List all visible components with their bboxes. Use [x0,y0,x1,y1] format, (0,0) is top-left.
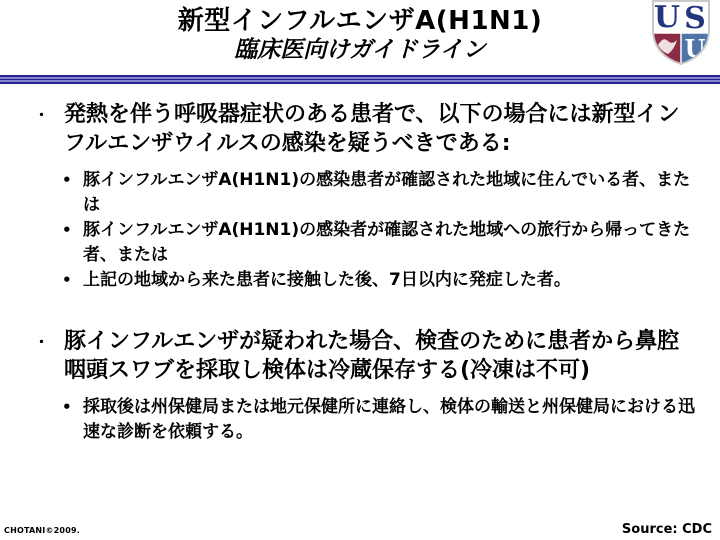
sub-bullet-1-1 [62,168,696,218]
sub-bullet-1-3 [62,268,696,293]
copyright-credit: CHOTANI©2009. [4,526,80,535]
title-divider-rule [0,75,720,84]
main-bullet-2-text: 豚インフルエンザが疑われた場合、検査のために患者から鼻腔咽頭スワブを採取し検体は冷蔵保存する(冷凍は不可) [64,329,680,383]
bullet-marker-level2: • [62,171,72,189]
title-block [0,6,720,64]
sub-bullet-2-1-text: 採取後は州保健局または地元保健所に連絡し、検体の輸送と州保健局における迅速な診断を依頼する。 [83,397,695,442]
sub-bullet-1-2-text: 豚インフルエンザA(H1N1)の感染者が確認された地域への旅行から帰ってきた者、または [83,220,691,265]
sub-bullet-1-3-text: 上記の地域から来た患者に接触した後、7日以内に発症した者。 [83,270,571,290]
sub-bullet-1-1-text: 豚インフルエンザA(H1N1)の感染患者が確認された地域に住んでいる者、または [83,170,691,215]
bullet-marker-level2: • [62,398,72,416]
bullet-marker-level2: • [62,271,72,289]
sub-bullet-list-1 [62,168,696,293]
sub-bullet-2-1 [62,395,696,445]
usu-shield-logo [650,0,712,66]
slide-body [28,100,696,445]
bullet-marker-level1: ・ [34,106,50,124]
main-bullet-1 [28,100,696,158]
sub-bullet-list-2 [62,395,696,445]
shield-letter-u-left: U [653,0,681,35]
slide-title-line1: 新型インフルエンザA(H1N1) [177,6,543,36]
shield-letter-s: S [684,1,706,36]
bullet-marker-level2: • [62,221,72,239]
sub-bullet-1-2 [62,218,696,268]
bullet-marker-level1: ・ [34,333,50,351]
slide-title-line2: 臨床医向けガイドライン [234,37,486,63]
source-credit: Source: CDC [621,522,712,537]
main-bullet-1-text: 発熱を伴う呼吸器症状のある患者で、以下の場合には新型インフルエンザウイルスの感染を疑うべきである: [64,102,680,156]
shield-letter-u-bottom: U [684,34,706,63]
main-bullet-2 [28,327,696,385]
